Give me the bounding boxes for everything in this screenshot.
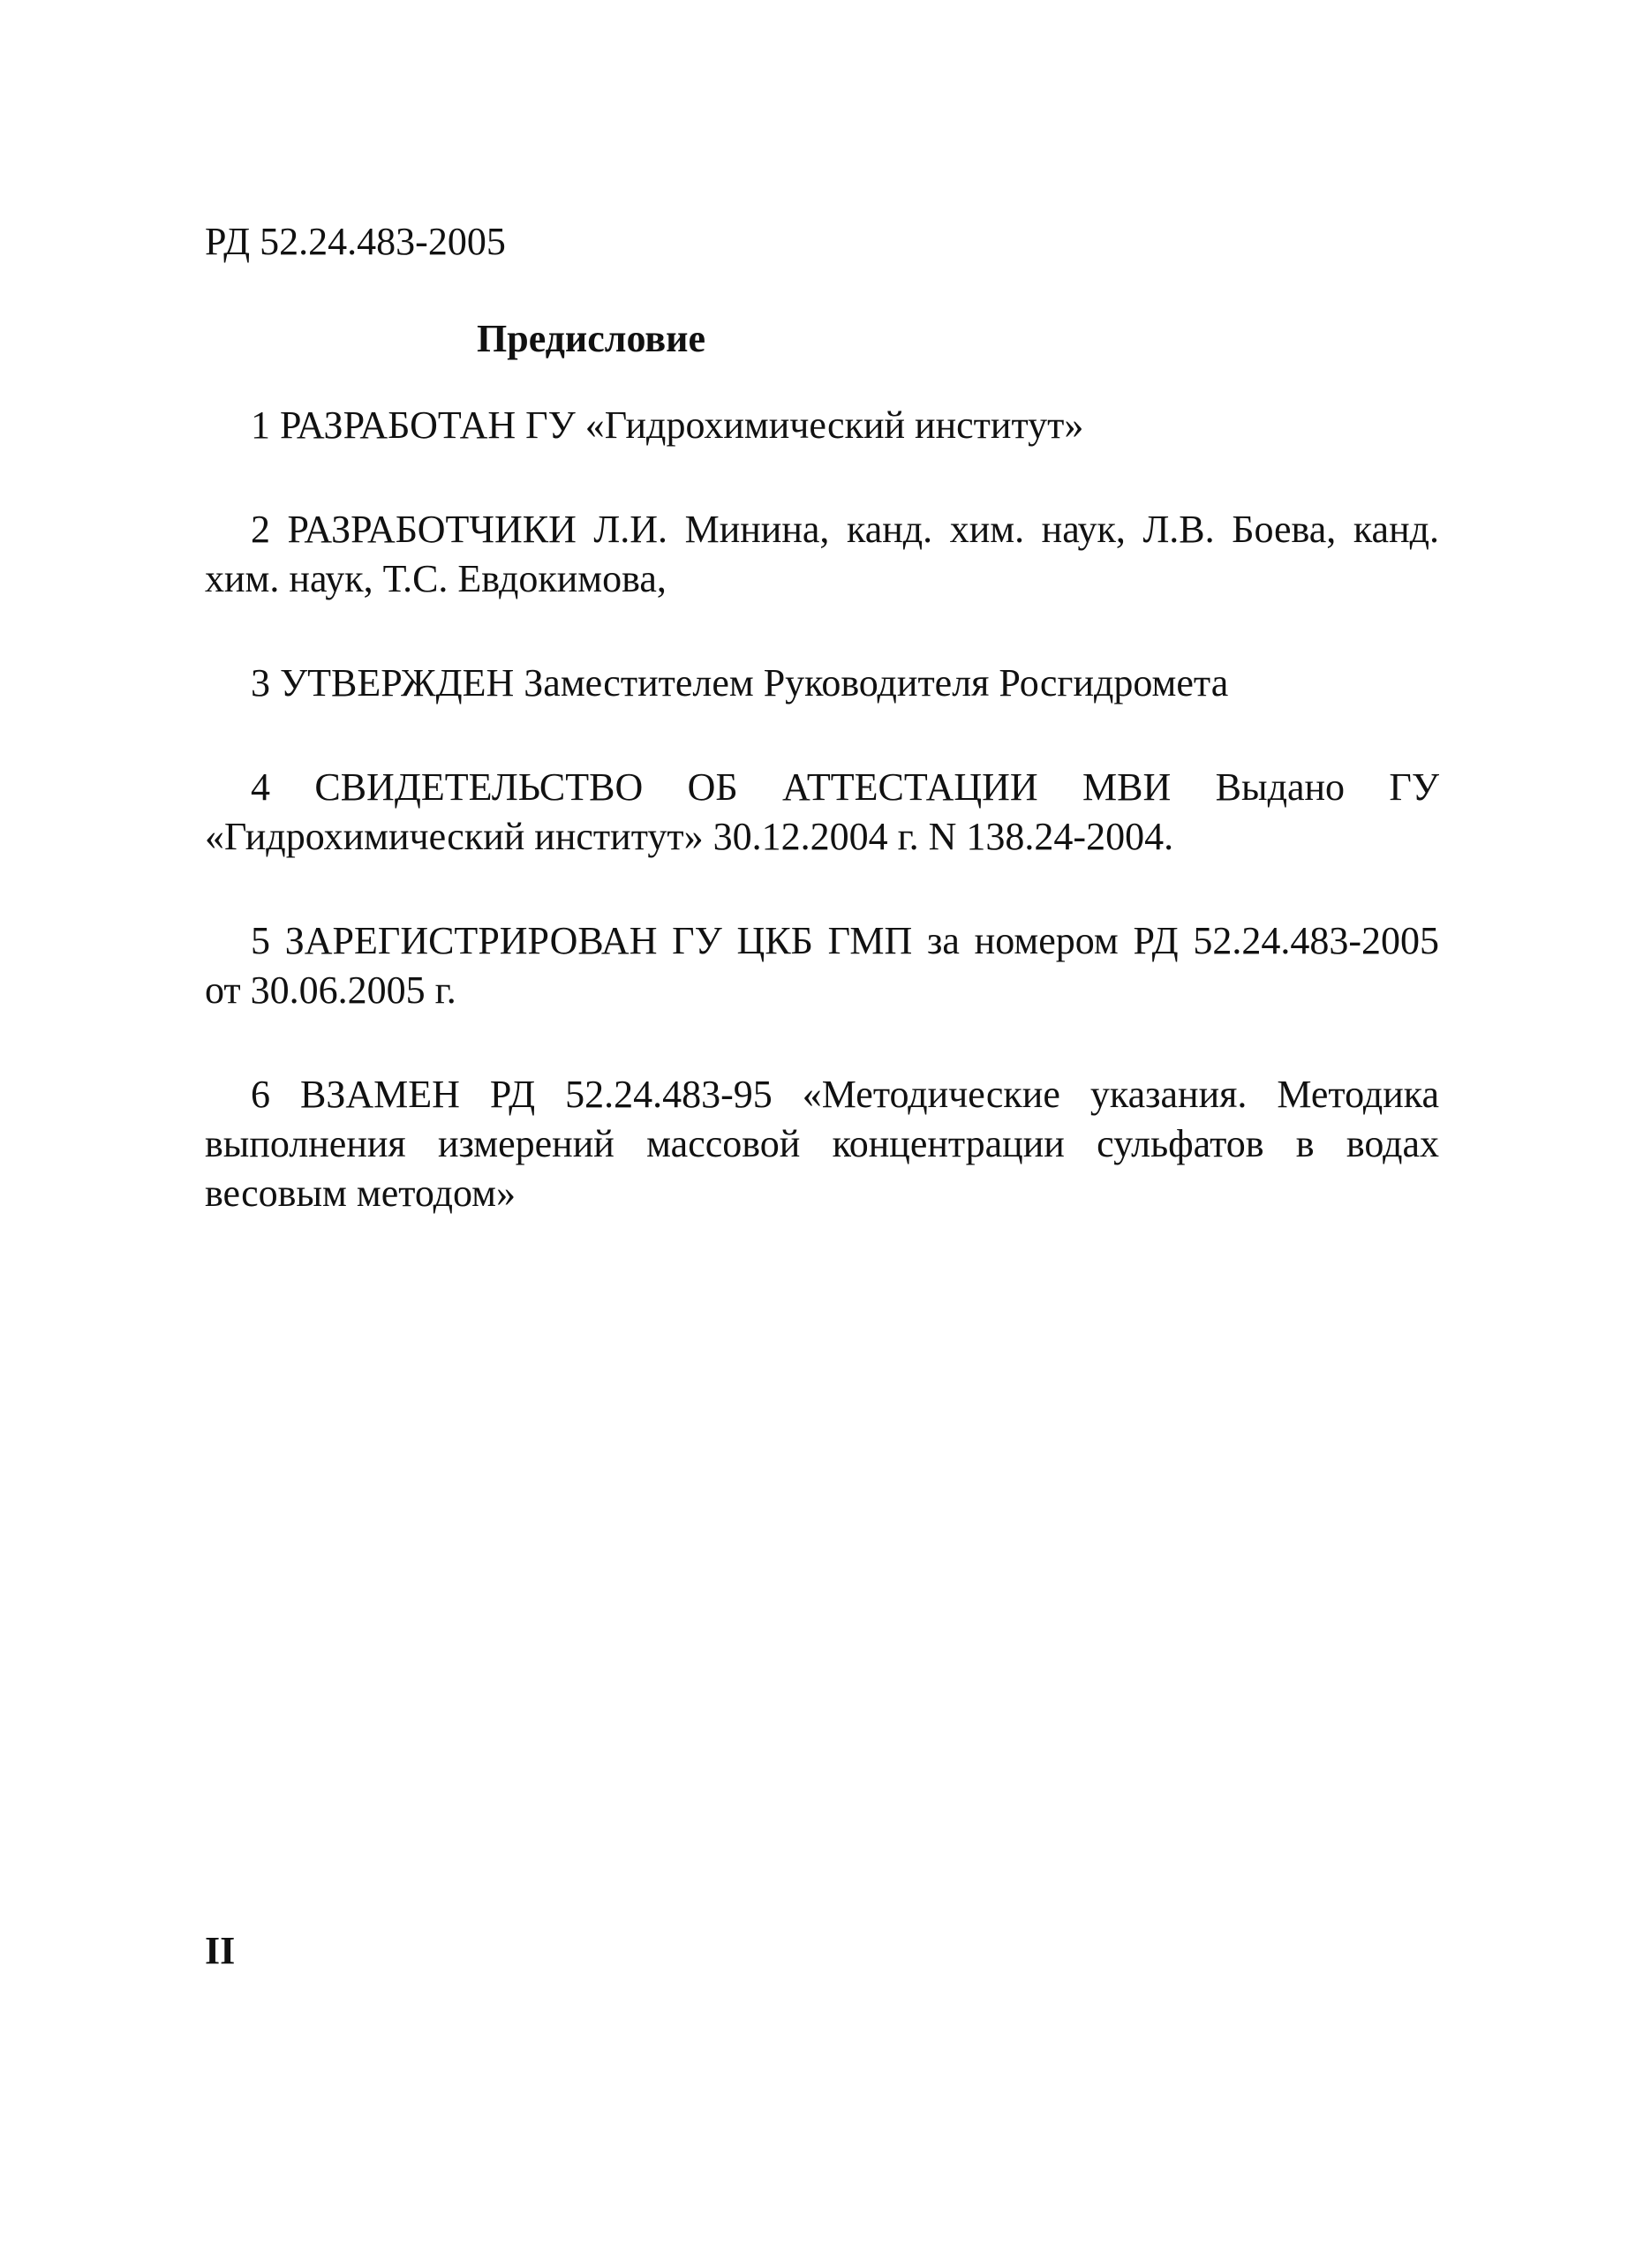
page-title: Предисловие [477, 317, 706, 360]
preface-item-developed: 1 РАЗРАБОТАН ГУ «Гидрохимический институт» [251, 403, 1084, 447]
preface-list [205, 401, 1439, 1273]
page-number: II [205, 1929, 236, 1972]
preface-item-certificate: 4 СВИДЕТЕЛЬСТВО ОБ АТТЕСТАЦИИ МВИ Выдано ГУ «Гидрохимический институт» 30.12.2004 г. N 138.24-2004. [205, 765, 1439, 858]
preface-item-developers: 2 РАЗРАБОТЧИКИ Л.И. Минина, канд. хим. наук, Л.В. Боева, канд. хим. наук, Т.С. Евдокимова, [205, 508, 1439, 600]
preface-item-registered: 5 ЗАРЕГИСТРИРОВАН ГУ ЦКБ ГМП за номером РД 52.24.483-2005 от 30.06.2005 г. [205, 919, 1439, 1012]
preface-item-approved: 3 УТВЕРЖДЕН Заместителем Руководителя Росгидромета [251, 661, 1229, 705]
document-code: РД 52.24.483-2005 [205, 220, 506, 263]
preface-item-replaces: 6 ВЗАМЕН РД 52.24.483-95 «Методические указания. Методика выполнения измерений массовой концентрации сульфатов в водах весовым методом» [205, 1073, 1439, 1215]
